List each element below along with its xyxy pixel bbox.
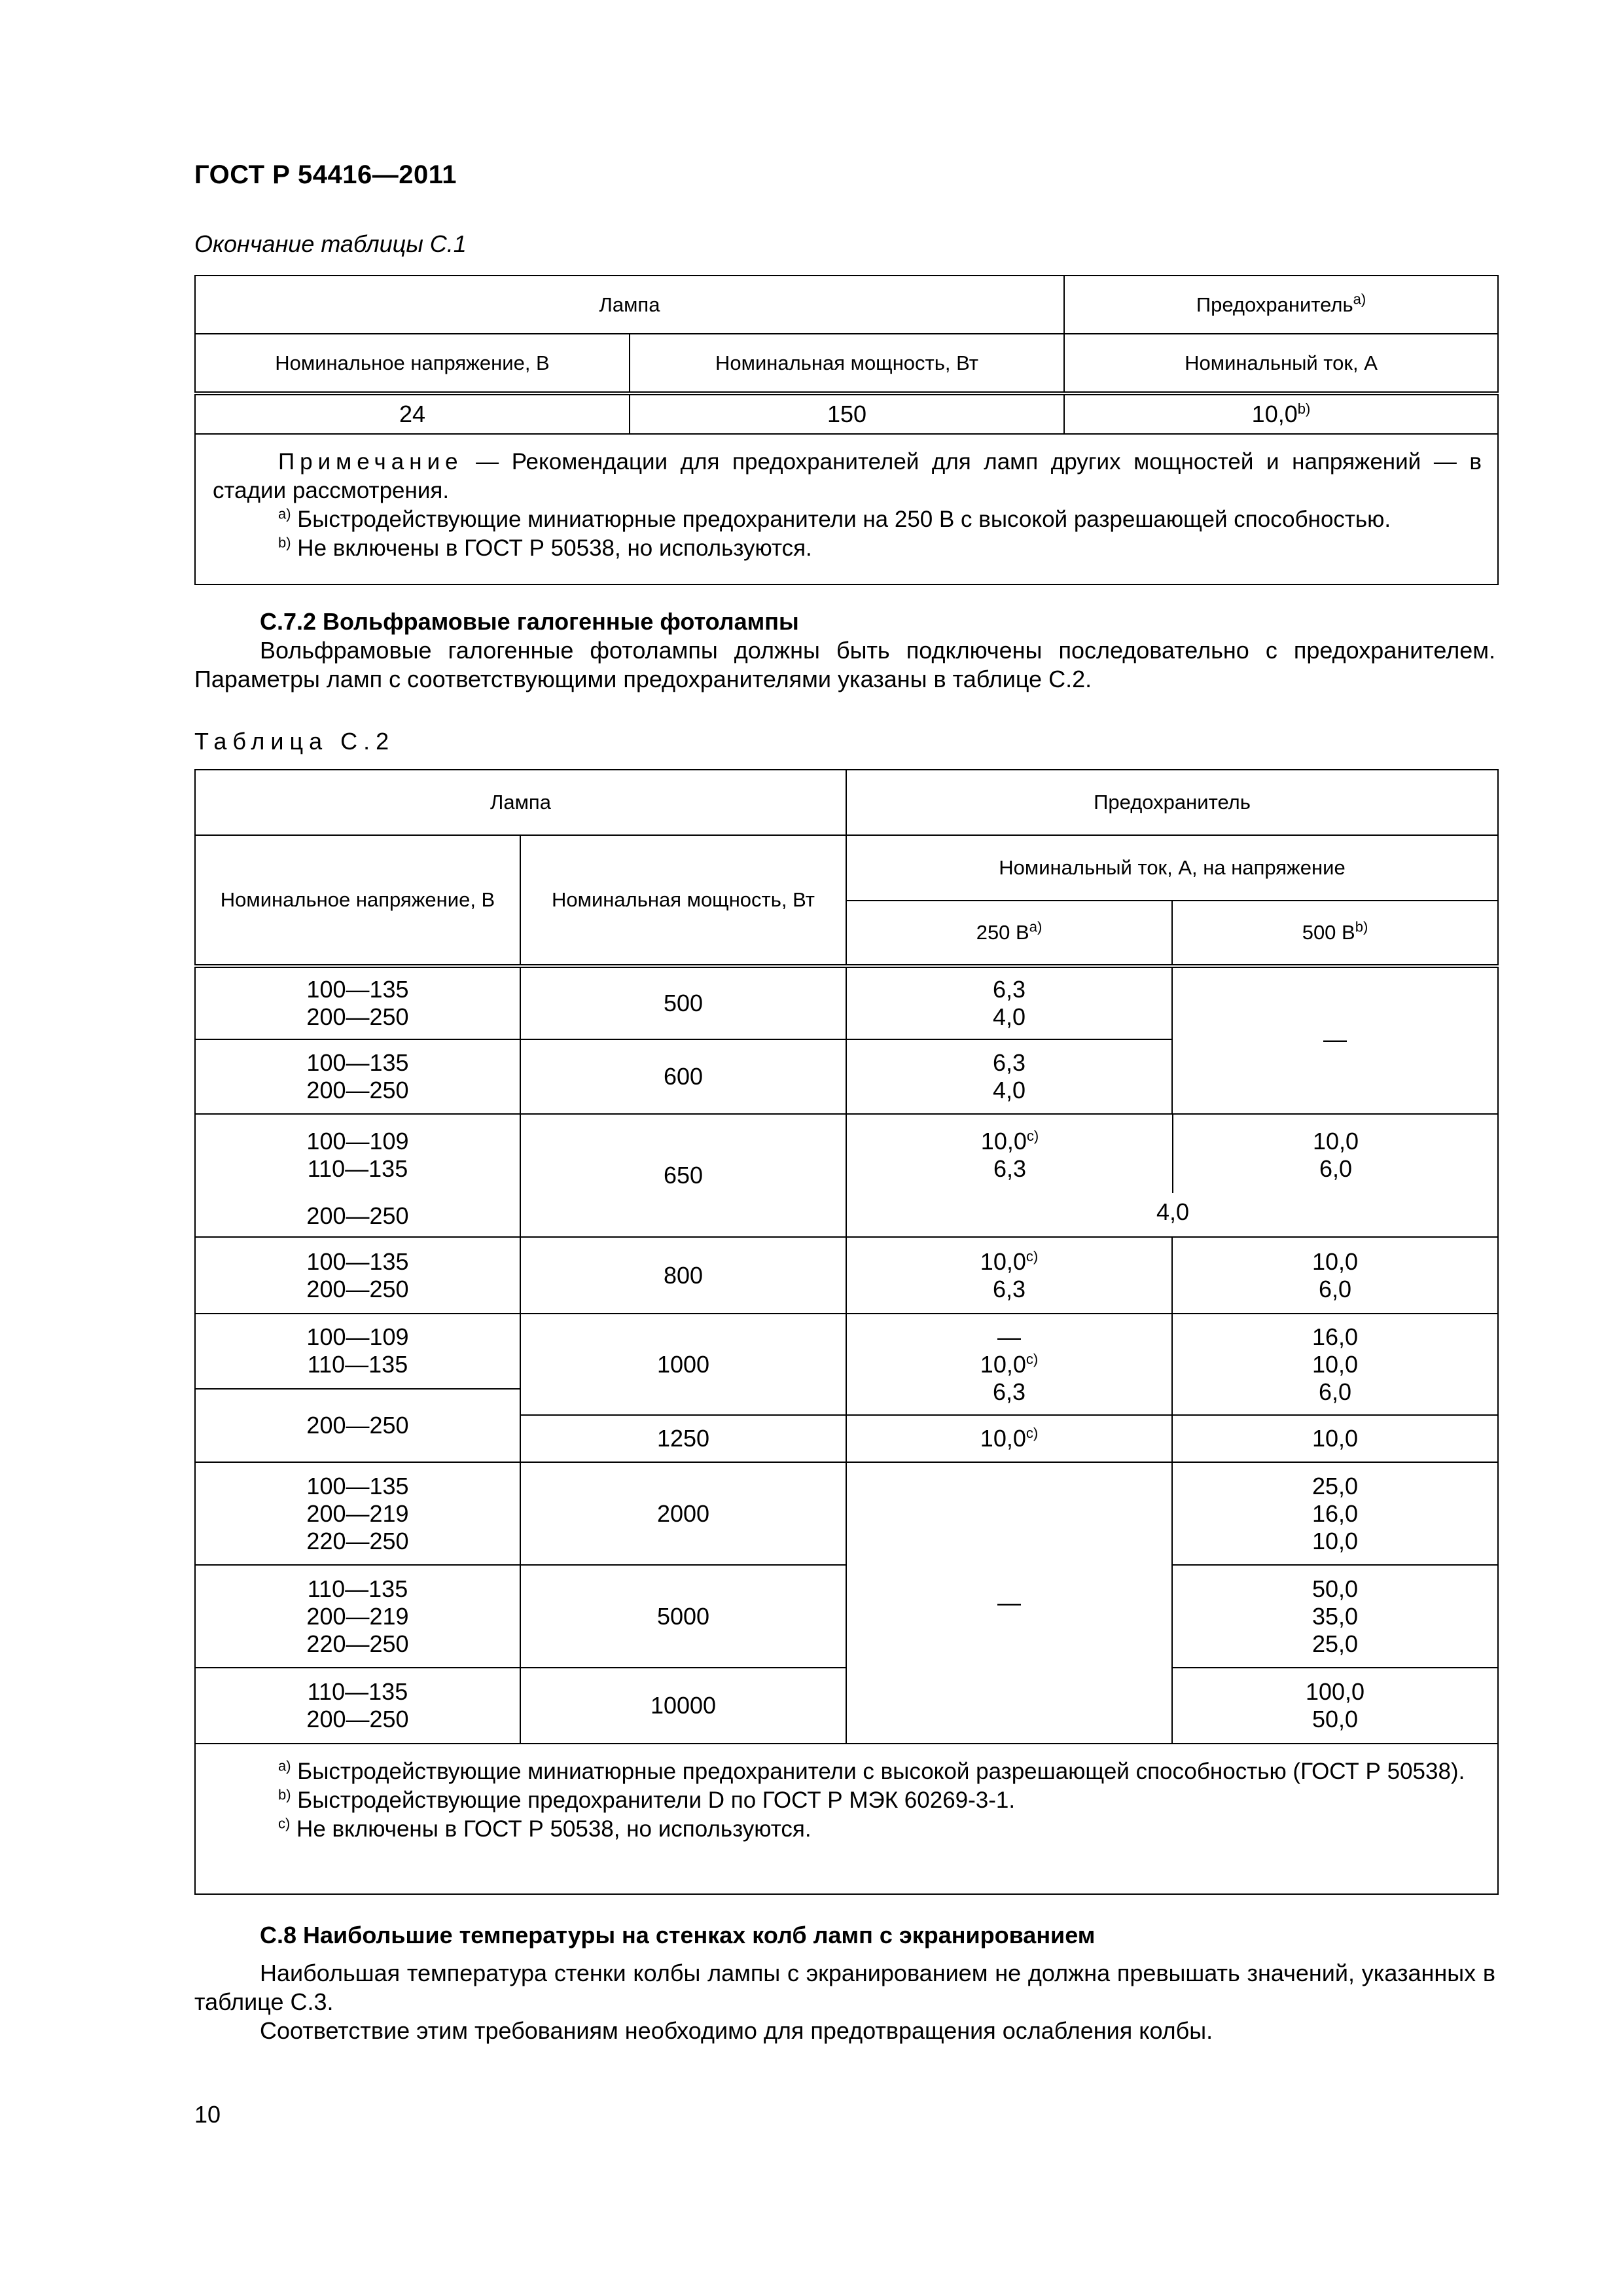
table-cell: 10,0 6,0 <box>1172 1237 1498 1314</box>
table-cell: 10,0$^{c)}$ 6,3 <box>846 1237 1172 1314</box>
table-cell: 100—135 200—219 220—250 <box>195 1462 520 1565</box>
footnote-b: $^{b)}$ Не включены в ГОСТ Р 50538, но используются. <box>278 534 812 561</box>
table-cell: 10,0$^{b)}$ <box>1064 393 1498 434</box>
table-cell: 800 <box>520 1237 846 1314</box>
lamp-header: Лампа <box>195 276 1064 334</box>
voltage-header: Номинальное напряжение, В <box>195 835 520 966</box>
v250-header: 250 $В^{a)}$ <box>846 901 1172 966</box>
section-heading: С.7.2 Вольфрамовые галогенные фотолампы <box>260 608 799 635</box>
note-text: Примечание — Рекомендации для предохранителей для ламп других мощностей и напряжений — в стадии рассмотрения. <box>213 449 1482 503</box>
section-paragraph: Наибольшая температура стенки колбы лампы с экранированием не должна превышать значений, указанных в таблице С.3. <box>194 1960 1495 2015</box>
section-heading: С.8 Наибольшие температуры на стенках колб ламп с экранированием <box>260 1922 1096 1948</box>
table-cell: 24 <box>195 393 630 434</box>
power-header: Номинальная мощность, Вт <box>520 835 846 966</box>
table-cell: 16,0 10,0 6,0 <box>1172 1314 1498 1415</box>
footnote-a: $^{a)}$ Быстродействующие миниатюрные предохранители с высокой разрешающей способностью (ГОСТ Р 50538). <box>278 1757 1465 1784</box>
table-cell: 25,0 16,0 10,0 <box>1172 1462 1498 1565</box>
table-c1-caption: Окончание таблицы С.1 <box>194 230 467 257</box>
table-c1-note <box>195 434 1498 584</box>
table-cell: 1000 <box>520 1314 846 1415</box>
table-cell: 6,3 4,0 <box>846 1039 1172 1114</box>
column-divider <box>1172 1115 1173 1193</box>
section-c8 <box>194 1921 1495 2045</box>
table-cell: 100—109 110—135 <box>195 1314 520 1389</box>
table-cell: 500 <box>520 966 846 1039</box>
table-cell: — <box>846 1462 1172 1744</box>
merged-value: 4,0 <box>1156 1198 1190 1225</box>
document-title: ГОСТ Р 54416—2011 <box>194 160 457 189</box>
footnote-a: $^{a)}$ Быстродействующие миниатюрные предохранители на 250 В с высокой разрешающей способностью. <box>278 505 1391 532</box>
footnote-b: $^{b)}$ Быстродействующие предохранители D по ГОСТ Р МЭК 60269-3-1. <box>278 1786 1016 1813</box>
table-cell: 150 <box>630 393 1064 434</box>
page-number: 10 <box>194 2101 221 2128</box>
current-header: Номинальный ток, А, на напряжение <box>846 835 1498 901</box>
v500-header: 500 $В^{b)}$ <box>1172 901 1498 966</box>
table-cell: 100—135 200—250 <box>195 966 520 1039</box>
table-cell: 10000 <box>520 1668 846 1744</box>
section-c72 <box>194 607 1495 694</box>
table-cell: 6,3 4,0 <box>846 966 1172 1039</box>
table-cell: 100—135 200—250 <box>195 1237 520 1314</box>
footnote-c: $^{c)}$ Не включены в ГОСТ Р 50538, но используются. <box>278 1815 812 1842</box>
table-cell: 110—135 200—219 220—250 <box>195 1565 520 1668</box>
voltage-header: Номинальное напряжение, В <box>195 334 630 393</box>
section-paragraph: Соответствие этим требованиям необходимо для предотвращения ослабления колбы. <box>260 2017 1213 2044</box>
current-header: Номинальный ток, А <box>1064 334 1498 393</box>
table-cell: 10,0$^{c)}$ <box>846 1415 1172 1462</box>
table-c2-footnotes <box>195 1744 1498 1894</box>
table-cell: 50,0 35,0 25,0 <box>1172 1565 1498 1668</box>
table-cell: 100,0 50,0 <box>1172 1668 1498 1744</box>
fuse-header: Предохранитель <box>846 770 1498 835</box>
table-cell: 650 <box>520 1114 846 1237</box>
power-header: Номинальная мощность, Вт <box>630 334 1064 393</box>
table-cell: 2000 <box>520 1462 846 1565</box>
table-c2-caption: Таблица С.2 <box>194 728 395 755</box>
lamp-header: Лампа <box>195 770 846 835</box>
table-cell: 600 <box>520 1039 846 1114</box>
section-paragraph: Вольфрамовые галогенные фотолампы должны быть подключены последовательно с предохранителем. Параметры ламп с соответствующими предохранителями указаны в таблице С.2. <box>194 637 1495 692</box>
table-cell: 10,0 <box>1172 1415 1498 1462</box>
table-c2 <box>194 769 1499 1895</box>
table-cell: 110—135 200—250 <box>195 1668 520 1744</box>
table-cell-merged: 10,0$^{c)}$ 6,3 10,0 6,0 4,0 <box>846 1114 1498 1237</box>
table-cell: 100—135 200—250 <box>195 1039 520 1114</box>
table-cell: 200—250 <box>195 1389 520 1462</box>
table-cell: — 10,0$^{c)}$ 6,3 <box>846 1314 1172 1415</box>
table-cell: 100—109 110—135 200—250 <box>195 1114 520 1237</box>
table-c1 <box>194 275 1499 585</box>
table-cell: 1250 <box>520 1415 846 1462</box>
table-cell: 5000 <box>520 1565 846 1668</box>
table-cell: — <box>1172 966 1498 1114</box>
fuse-header: Предохранитель$^{a)}$ <box>1064 276 1498 334</box>
